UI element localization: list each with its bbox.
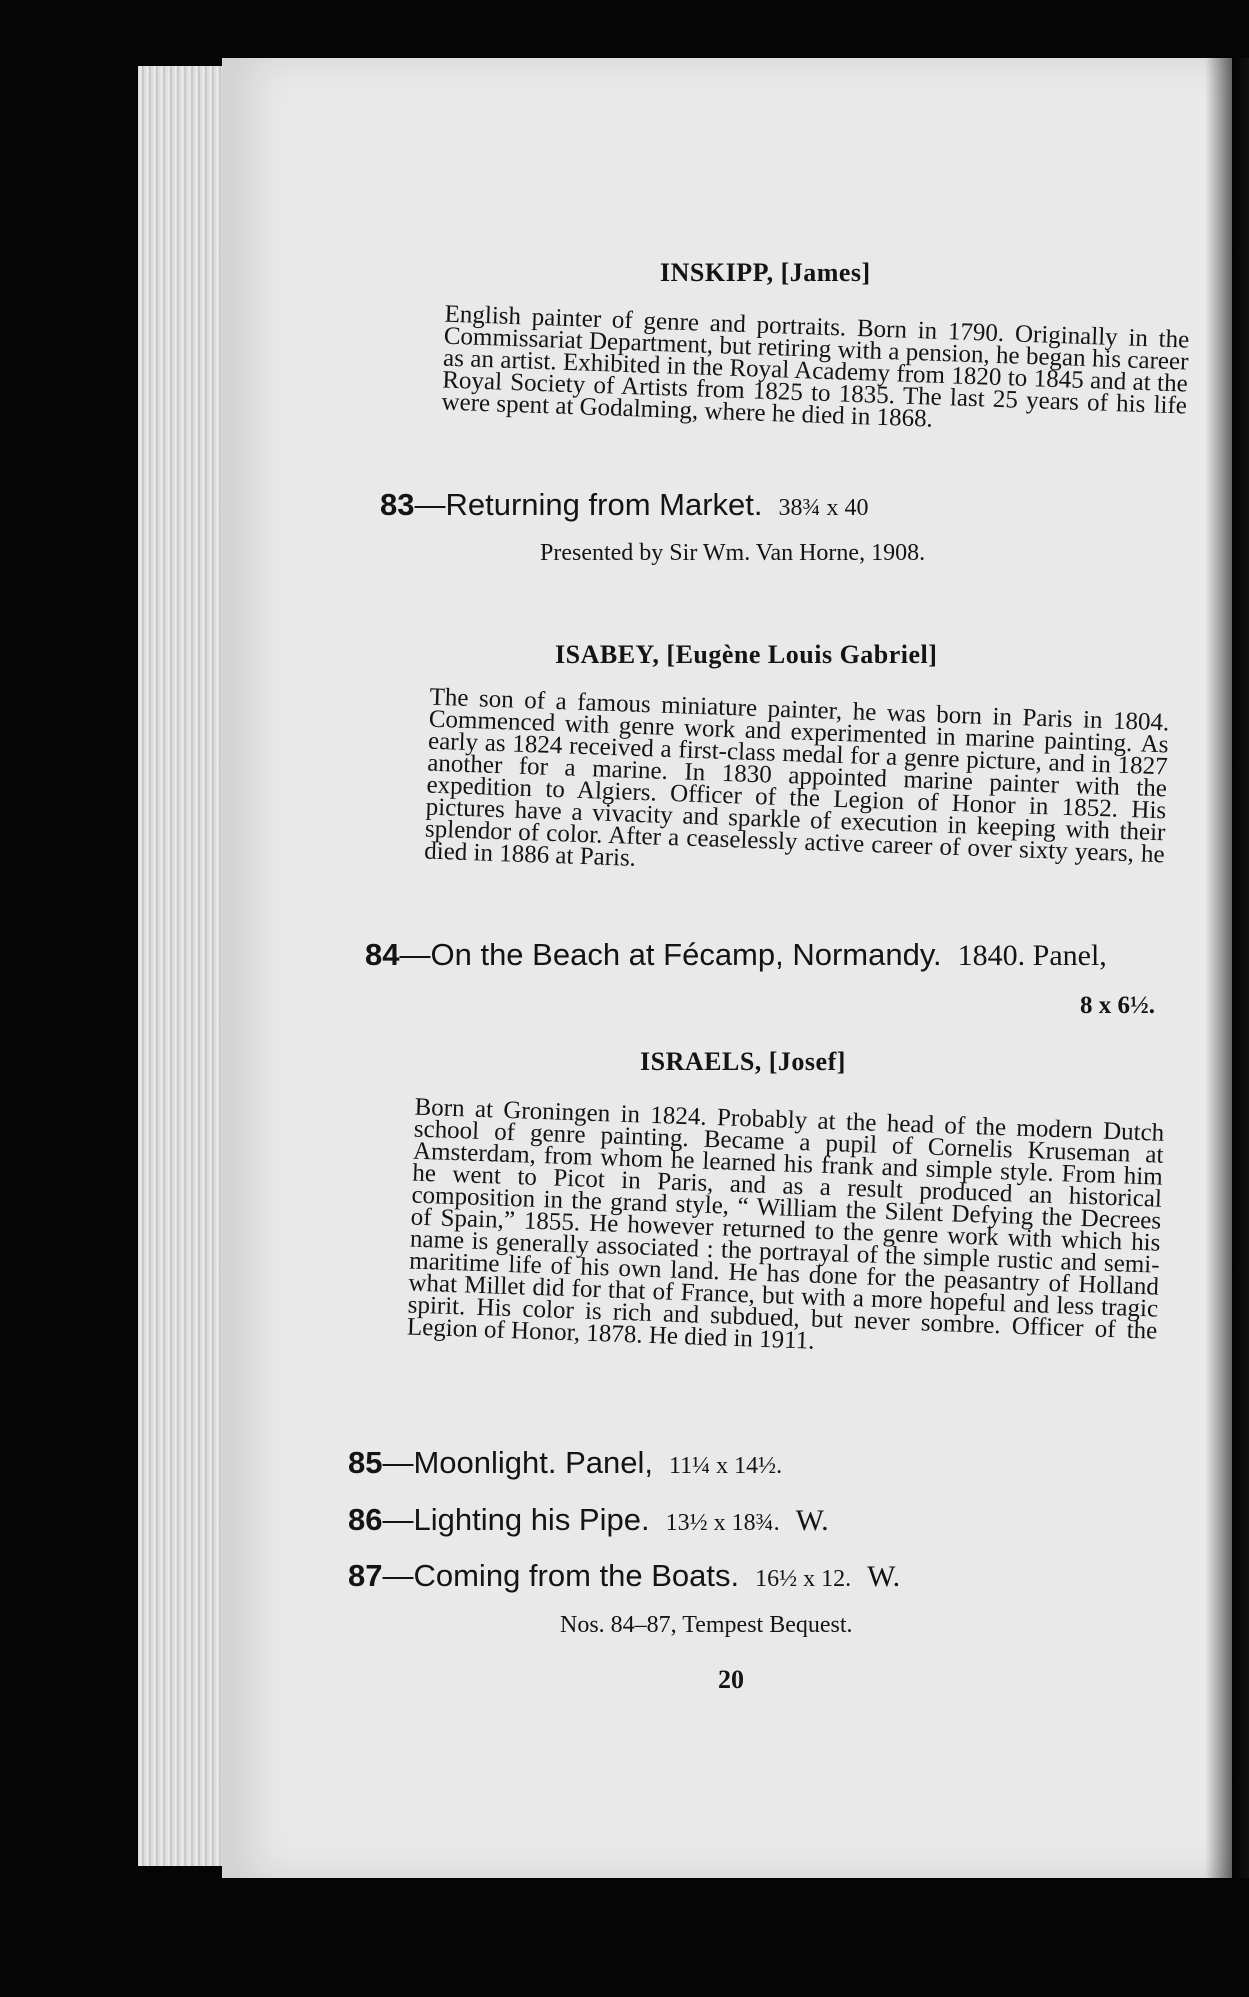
artist-bio-inskipp bbox=[441, 300, 1190, 440]
work-title: —Returning from Market. bbox=[414, 487, 763, 522]
work-87 bbox=[348, 1558, 900, 1594]
bio-text: Born at Groningen in 1824. Probably at the head of the modern Dutch school of genre painting. Became a pupil of Cornelis Kruseman at Amsterdam, from whom he learned his frank and simple style. From him he went to Picot in Paris, and as a result produced an historical composition in the grand style, “ William the Silent Defying the Decrees of Spain,” 1855. He however returned to the genre work with which his name is generally associated : the portrayal of the simple rustic and semi-maritime life of his own land. He has done for the peasantry of Holland what Millet did for that of France, but with a more hopeful and less tragic spirit. His color is rich and subdued, but never sombre. Officer of the Legion of Honor, 1878. He died in 1911. bbox=[406, 1093, 1165, 1355]
artist-bio-israels bbox=[406, 1093, 1165, 1365]
work-dimensions: 16½ x 12. bbox=[755, 1566, 852, 1592]
work-84-dimensions: 8 x 6½. bbox=[1080, 992, 1155, 1019]
page-number: 20 bbox=[718, 1665, 744, 1694]
work-medium: W. bbox=[795, 1504, 829, 1537]
artist-heading-isabey: ISABEY, [Eugène Louis Gabriel] bbox=[555, 640, 938, 669]
work-title: —Lighting his Pipe. bbox=[382, 1502, 650, 1537]
work-dimensions: 11¼ x 14½. bbox=[669, 1453, 783, 1479]
work-83 bbox=[380, 487, 868, 523]
bio-text: English painter of genre and portraits. Born in 1790. Originally in the Commissariat Department, but retiring with a pension, he began his career as an artist. Exhibited in the Royal Academy from 1820 to 1845 and at the Royal Society of Artists from 1825 to 1835. The last 25 years of his life were spent at Godalming, where he died in 1868. bbox=[441, 300, 1190, 433]
work-title: —Moonlight. Panel, bbox=[382, 1445, 654, 1480]
bio-text: The son of a famous miniature painter, he was born in Paris in 1804. Commenced with genre work and experimented in marine painting. As early as 1824 received a first-class medal for a genre picture, and in 1827 another for a marine. In 1830 appointed marine painter with the expedition to Algiers. Officer of the Legion of Honor in 1852. His pictures have a vivacity and sparkle of execution in keeping with their splendor of color. After a ceaselessly active career of over sixty years, he died in 1886 at Paris. bbox=[423, 683, 1170, 872]
work-number: 86 bbox=[348, 1502, 383, 1537]
work-date-medium: 1840. Panel, bbox=[957, 939, 1107, 972]
work-dimensions: 38¾ x 40 bbox=[778, 495, 869, 521]
work-number: 84 bbox=[365, 937, 400, 972]
artist-bio-isabey bbox=[423, 683, 1170, 888]
artist-heading-inskipp: INSKIPP, [James] bbox=[660, 258, 871, 287]
work-84 bbox=[365, 937, 1107, 973]
work-number: 87 bbox=[348, 1558, 383, 1593]
work-dimensions: 13½ x 18¾. bbox=[665, 1510, 780, 1536]
work-85 bbox=[348, 1445, 782, 1481]
work-number: 85 bbox=[348, 1445, 383, 1480]
work-medium: W. bbox=[867, 1560, 901, 1593]
work-86 bbox=[348, 1502, 829, 1538]
work-number: 83 bbox=[380, 487, 415, 522]
binding-shadow bbox=[1205, 58, 1249, 1878]
artist-heading-israels: ISRAELS, [Josef] bbox=[640, 1047, 846, 1076]
provenance-note-84-87: Nos. 84–87, Tempest Bequest. bbox=[560, 1612, 853, 1638]
provenance-note-83: Presented by Sir Wm. Van Horne, 1908. bbox=[540, 540, 926, 566]
work-title: —On the Beach at Fécamp, Normandy. bbox=[399, 937, 942, 972]
work-title: —Coming from the Boats. bbox=[382, 1558, 740, 1593]
